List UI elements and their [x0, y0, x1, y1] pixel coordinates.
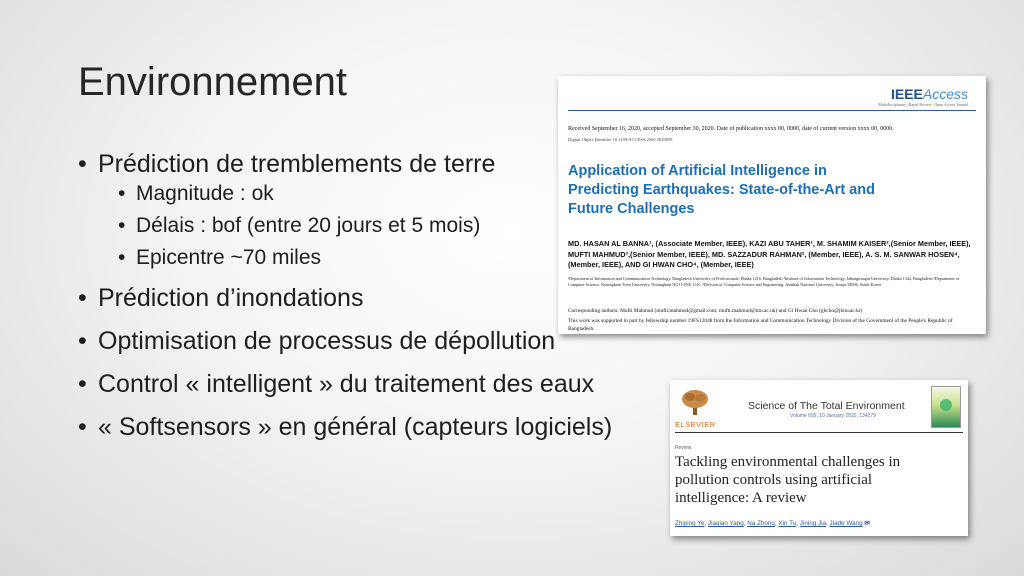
- corresponding-authors: Corresponding authors: Mufti Mahmud (mufti.mahmud@gmail.com; mufti.mahmud@ntu.ac.uk) and Gi Hwan Cho (ghcho@jbnu.ac.kr): [568, 308, 863, 314]
- author-link[interactable]: Jiaqian Yang: [707, 520, 744, 527]
- volume-info[interactable]: Volume 699, 10 January 2020, 134279: [790, 413, 876, 419]
- bullet-softsensors: • « Softsensors » en général (capteurs logiciels): [78, 415, 612, 440]
- bullet-floods: • Prédiction d’inondations: [78, 286, 612, 311]
- mail-icon[interactable]: ✉: [864, 520, 870, 527]
- paper-authors: MD. HASAN AL BANNA¹, (Associate Member, IEEE), KAZI ABU TAHER¹, M. SHAMIM KAISER²,(Senior Member, IEEE), MUFTI MAHMUD³,(Senior Member, IEEE), MD. SAZZADUR RAHMAN², (Member, IEEE), A. S. M. SANWAR HOSEN⁴, (Member, IEEE), AND GI HWAN CHO⁴, (Member, IEEE): [568, 239, 971, 269]
- bullet-depollution: • Optimisation de processus de dépollution: [78, 329, 612, 354]
- affiliations: ¹Department of Information and Communication Technology, Bangladesh University of Professionals, Dhaka 1216, Bangladesh ²Institute of Information Technology, Jahangirnagar University, Dhaka 1342, Bangladesh ³Department of Computer Science, Nottingham Trent University, Nottingham NG11 8NS, U.K. ⁴Division of Computer Science and Engineering, Jeonbuk National University, Jeonju 54896, South Korea: [568, 276, 960, 287]
- publisher-name: ELSEVIER: [675, 420, 716, 429]
- logo-bold: IEEE: [890, 86, 923, 102]
- author-link[interactable]: Jiade Wang: [829, 520, 863, 527]
- bullet-water-treatment: • Control « intelligent » du traitement des eaux: [78, 372, 612, 397]
- ieee-access-logo: [891, 86, 968, 102]
- paper-title: Tackling environmental challenges in pollution controls using artificial intelligence: A review: [675, 454, 901, 506]
- logo-tagline: Multidisciplinary | Rapid Review | Open Access Journal: [878, 102, 968, 107]
- sub-bullet-magnitude: • Magnitude : ok: [118, 183, 612, 204]
- bullet-earthquake: [78, 152, 612, 268]
- sub-bullet-epicenter: • Epicentre ~70 miles: [118, 247, 612, 268]
- funding-note: This work was supported in part by fellowship number 19FS12048 from the Information and Communication Technology Division of the Government of the People's Republic of Bangladesh.: [568, 318, 953, 332]
- author-link[interactable]: Jining Jia: [799, 520, 827, 527]
- elsevier-paper-screenshot: [670, 380, 968, 536]
- ieee-paper-screenshot: [558, 76, 986, 334]
- journal-cover-image: [931, 386, 961, 428]
- bullet-list: [78, 152, 612, 458]
- author-list: Zhiping Ye, Jiaqian Yang, Na Zhong, Xin Tu, Jining Jia, Jiade Wang ✉: [675, 520, 870, 527]
- author-link[interactable]: Zhiping Ye: [675, 520, 705, 527]
- sub-bullet-delay: • Délais : bof (entre 20 jours et 5 mois): [118, 215, 612, 236]
- doi: Digital Object Identifier 10.1109/ACCESS.2020.3029859: [568, 137, 673, 142]
- article-type: Review: [675, 445, 692, 451]
- paper-title: Application of Artificial Intelligence in Predicting Earthquakes: State-of-the-Art and Future Challenges: [568, 163, 875, 217]
- sub-bullet-list: [98, 183, 612, 268]
- header-divider: [568, 110, 976, 111]
- logo-italic: Access: [922, 86, 968, 102]
- header-divider: [675, 432, 963, 433]
- author-link[interactable]: Na Zhong: [747, 520, 775, 527]
- author-link[interactable]: Xin Tu: [778, 520, 797, 527]
- journal-name[interactable]: Science of The Total Environment: [748, 400, 905, 412]
- bullet-text: Prédiction de tremblements de terre: [98, 150, 496, 178]
- slide-title: Environnement: [78, 60, 348, 104]
- elsevier-tree-icon: [680, 389, 710, 417]
- received-dates: Received September 16, 2020, accepted September 30, 2020. Date of publication xxxx 00, 0000, date of current version xxxx 00, 0000.: [568, 126, 894, 132]
